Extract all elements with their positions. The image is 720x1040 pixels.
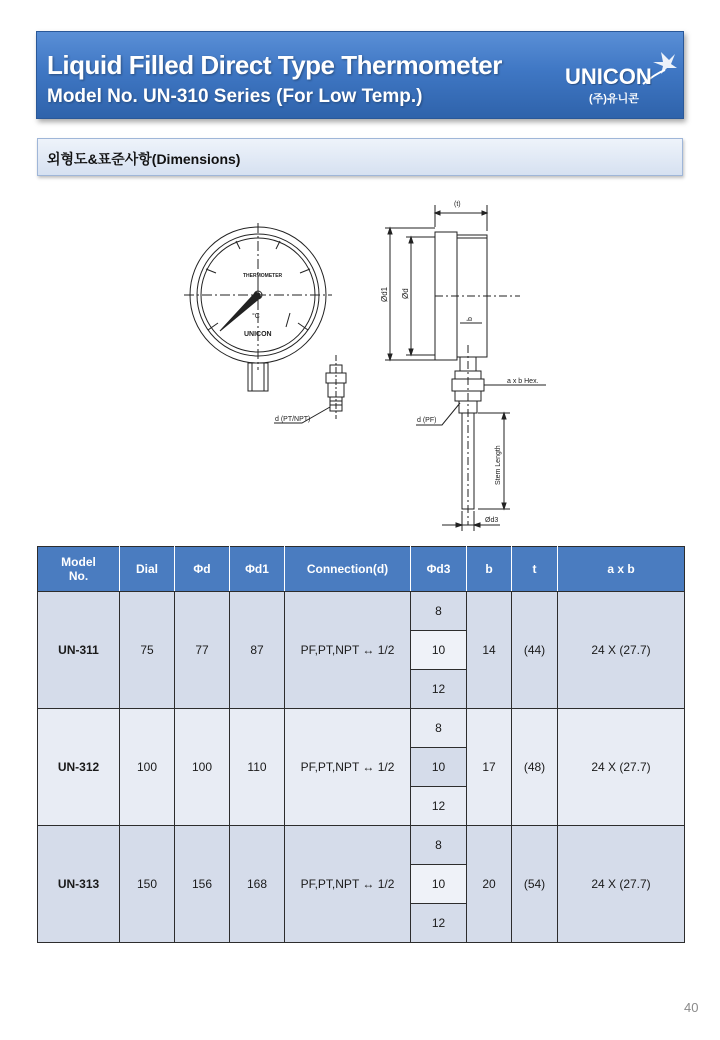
label-d-pt-npt: d (PT/NPT): [275, 416, 311, 423]
cell-b: 20: [467, 826, 512, 943]
label-phi-d1: Ød1: [380, 286, 389, 302]
cell-b: 17: [467, 709, 512, 826]
col-header-axb: a x b: [558, 547, 685, 592]
cell-phi-d3: 12: [411, 904, 467, 943]
unicon-logo: [565, 44, 677, 110]
col-header-phi-d: Φd: [175, 547, 230, 592]
cell-phi-d1: 168: [230, 826, 285, 943]
table-row: [38, 826, 685, 865]
cell-t: (54): [512, 826, 558, 943]
cell-connection: PF,PT,NPT ↔ 1/2: [285, 826, 411, 943]
cell-phi-d3: 8: [411, 592, 467, 631]
cell-phi-d3: 12: [411, 670, 467, 709]
title-banner: [36, 31, 684, 119]
section-header: [37, 138, 683, 176]
cell-phi-d3: 10: [411, 631, 467, 670]
label-b: b: [467, 317, 474, 321]
table-header-row: [38, 547, 685, 592]
col-header-t: t: [512, 547, 558, 592]
section-title: 외형도&표준사항(Dimensions): [47, 151, 241, 167]
col-header-connection: Connection(d): [285, 547, 411, 592]
dimensions-table: [37, 546, 685, 943]
col-header-b: b: [467, 547, 512, 592]
label-stem-length: Stem Length: [495, 445, 502, 485]
label-axb-hex: a x b Hex.: [507, 378, 539, 385]
table-row: [38, 709, 685, 748]
logo-wordmark: UNICON: [565, 64, 652, 89]
col-header-phi-d3: Φd3: [411, 547, 467, 592]
logo-korean-name: (주)유니콘: [589, 93, 639, 105]
label-phi-d3: Ød3: [485, 517, 499, 524]
cell-axb: 24 X (27.7): [558, 826, 685, 943]
page-title: Liquid Filled Direct Type Thermometer: [47, 50, 502, 80]
cell-axb: 24 X (27.7): [558, 592, 685, 709]
label-t: (t): [454, 201, 461, 208]
cell-axb: 24 X (27.7): [558, 709, 685, 826]
page-subtitle: Model No. UN-310 Series (For Low Temp.): [47, 86, 423, 107]
cell-phi-d: 156: [175, 826, 230, 943]
cell-dial: 150: [120, 826, 175, 943]
cell-phi-d3: 10: [411, 865, 467, 904]
needle: [220, 292, 261, 331]
dimension-drawing: [180, 195, 560, 535]
cell-model: UN-312: [38, 709, 120, 826]
table-row: [38, 592, 685, 631]
col-header-model: Model No.: [38, 547, 120, 592]
cell-phi-d3: 8: [411, 826, 467, 865]
col-header-phi-d1: Φd1: [230, 547, 285, 592]
cell-phi-d1: 87: [230, 592, 285, 709]
cell-phi-d: 100: [175, 709, 230, 826]
cell-t: (48): [512, 709, 558, 826]
cell-t: (44): [512, 592, 558, 709]
cell-connection: PF,PT,NPT ↔ 1/2: [285, 709, 411, 826]
col-header-dial: Dial: [120, 547, 175, 592]
dial-label: THERMOMETER: [243, 273, 283, 279]
cell-model: UN-311: [38, 592, 120, 709]
cell-phi-d1: 110: [230, 709, 285, 826]
cell-b: 14: [467, 592, 512, 709]
cell-phi-d3: 10: [411, 748, 467, 787]
label-d-pf: d (PF): [417, 417, 437, 424]
cell-phi-d: 77: [175, 592, 230, 709]
cell-model: UN-313: [38, 826, 120, 943]
dial-unit-label: °C: [252, 313, 260, 320]
cell-dial: 75: [120, 592, 175, 709]
cell-phi-d3: 12: [411, 787, 467, 826]
label-phi-d: Ød: [401, 288, 410, 299]
cell-connection: PF,PT,NPT ↔ 1/2: [285, 592, 411, 709]
dial-brand-label: UNICON: [244, 331, 272, 338]
cell-phi-d3: 8: [411, 709, 467, 748]
cell-dial: 100: [120, 709, 175, 826]
page-number: 40: [684, 1000, 699, 1015]
